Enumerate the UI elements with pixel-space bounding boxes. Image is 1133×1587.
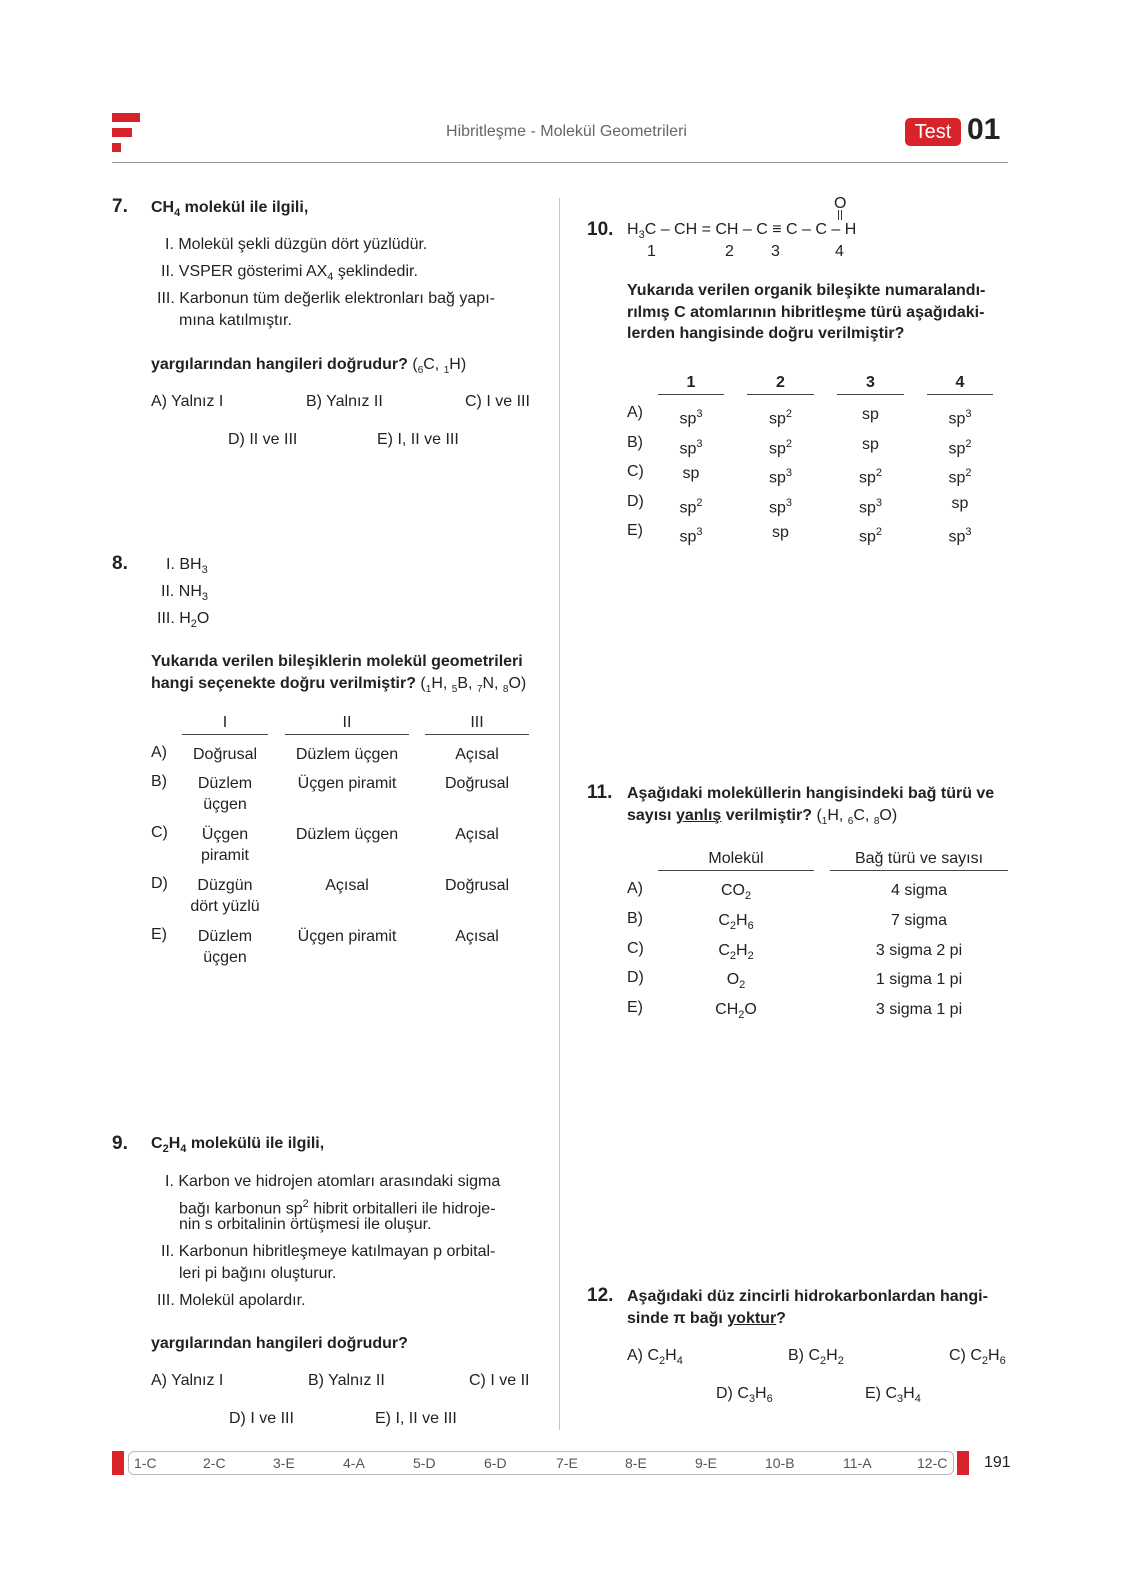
question-9-question: yargılarından hangileri doğrudur? [151,1335,408,1352]
question-7-item-2: II. VSPER gösterimi $AX_4$ şeklindedir. [161,263,418,284]
question-9-stem: $C_2H_4$ molekülü ile ilgili, [151,1135,325,1156]
q11-col-header-bond: Bağ türü ve sayısı [854,850,984,867]
q10-option-b[interactable]: B) [627,433,643,451]
q8-option-d[interactable]: D) [151,875,168,892]
question-7-question: yargılarından hangileri doğrudur? ($_6C$, $_1$H) [151,356,467,376]
q7-option-d[interactable]: D) II ve III [228,431,298,448]
q10-b-col3: sp [862,435,879,453]
chapter-title: Hibritleşme - Molekül Geometrileri [446,123,687,140]
q12-option-c[interactable]: C) $C_2H_6$ [949,1347,1006,1368]
q11-e-molecule: $CH_2O$ [715,1001,757,1022]
q11-col-underline-2 [830,870,1008,871]
question-11-question-line1: Aşağıdaki moleküllerin hangisindeki bağ türü ve [627,785,995,802]
q11-col-header-molecule: Molekül [708,850,764,867]
question-9-number: 9. [112,1133,128,1154]
q8-col-underline-3 [425,734,529,735]
question-10-carbonyl-o: O [834,195,847,212]
answer-key-item: 3-E [273,1455,295,1471]
q10-option-a[interactable]: A) [627,404,643,421]
q8-option-c[interactable]: C) [151,824,168,841]
q10-b-col1: $sp^3$ [679,437,703,457]
answer-key-box [128,1451,954,1475]
question-9-item-2: II. Karbonun hibritleşmeye katılmayan p orbital- [161,1243,496,1260]
q11-option-d[interactable]: D) [627,969,644,987]
question-7-item-3: III. Karbonun tüm değerlik elektronları bağ yapı- [157,290,495,307]
q8-col-header-1: I [222,714,228,731]
stem-subscript: 4 [174,207,181,220]
q11-b-molecule: $C_2H_6$ [718,911,754,932]
test-badge: Test [905,118,961,146]
question-10-question-line3: lerden hangisinde doğru verilmiştir? [627,325,905,342]
q11-option-c[interactable]: C) [627,939,644,957]
question-8-compound-2: II. $NH_3$ [161,583,209,604]
q10-col-underline-4 [927,394,993,395]
q11-a-molecule: $CO_2$ [720,882,752,903]
q10-a-col2: $sp^2$ [768,408,793,428]
q12-option-e[interactable]: E) $C_3H_4$ [865,1385,921,1406]
question-12-number: 12. [587,1285,614,1306]
q10-col-underline-2 [747,394,814,395]
question-7-item-1: I. Molekül şekli düzgün dört yüzlüdür. [165,236,428,253]
q7-option-a[interactable]: A) Yalnız I [151,393,224,410]
page-number: 191 [984,1454,1011,1471]
q10-col-underline-1 [658,394,724,395]
answer-key-item: 12-C [917,1455,948,1471]
question-10-atom-2: 2 [725,243,734,260]
q8-col-header-3: III [470,714,484,731]
q9-option-c[interactable]: C) I ve II [469,1372,530,1389]
q10-c-col2: $sp^3$ [768,467,793,487]
q8-option-a[interactable]: A) [151,744,167,761]
q7-option-c[interactable]: C) I ve III [465,393,530,410]
question-10-atom-1: 1 [647,243,656,260]
q11-c-molecule: $C_2H_2$ [718,941,754,962]
question-12-question-line1: Aşağıdaki düz zincirli hidrokarbonlardan hangi- [627,1288,988,1305]
q8-a-col1: Doğrusal [192,746,258,763]
q8-col-underline-1 [182,734,268,735]
q11-c-bond: 3 sigma 2 pi [875,941,963,959]
q11-d-bond: 1 sigma 1 pi [875,971,963,989]
q10-a-col3: sp [862,406,879,423]
q9-option-a[interactable]: A) Yalnız I [151,1372,224,1389]
q8-b-col1: Düzlem üçgen [197,775,253,813]
q10-col-header-2: 2 [776,374,785,391]
q9-option-e[interactable]: E) I, II ve III [375,1410,457,1427]
question-11-question-line2: sayısı yanlış verilmiştir? ($_1H$, $_6$C, $_8$O) [627,807,898,827]
stem-molecule: CH [151,199,175,216]
answer-key-item: 10-B [765,1455,795,1471]
answer-key-item: 6-D [484,1455,507,1471]
answer-key-item: 2-C [203,1455,226,1471]
answer-key-item: 11-A [843,1455,872,1471]
q12-option-b[interactable]: B) $C_2H_2$ [788,1347,844,1368]
question-8-number: 8. [112,553,128,574]
q10-col-header-3: 3 [866,374,875,391]
q10-c-col4: $sp^2$ [948,467,972,487]
question-7-stem [151,197,308,224]
q10-e-col2: sp [772,524,789,541]
q8-b-col3: Doğrusal [444,775,510,792]
question-8-compound-3: III. $H_2O$ [157,610,210,631]
q10-col-underline-3 [837,394,904,395]
stem-text: molekül ile ilgili, [180,199,309,216]
q10-d-col2: $sp^3$ [768,496,793,516]
q10-a-col4: $sp^3$ [948,408,972,428]
q10-d-col4: sp [951,494,969,512]
q11-a-bond: 4 sigma [890,882,948,899]
answer-key-item: 5-D [413,1455,436,1471]
q8-option-b[interactable]: B) [151,773,167,790]
q12-option-a[interactable]: A) $C_2H_4$ [627,1347,683,1368]
q8-b-col2: Üçgen piramit [297,775,397,792]
q12-option-d[interactable]: D) $C_3H_6$ [716,1385,773,1406]
q10-e-col4: $sp^3$ [948,526,972,546]
question-8-question-line2: hangi seçenekte doğru verilmiştir? ($_1H$, $_5$B, $_7$N, $_8$O) [151,675,527,695]
q11-option-a[interactable]: A) [627,880,643,897]
q10-e-col3: $sp^2$ [858,526,883,546]
q11-option-e[interactable]: E) [627,999,643,1017]
footer-left-bar [112,1451,124,1475]
q8-d-col1: Düzgün dört yüzlü [190,877,260,915]
q10-a-col1: $sp^3$ [679,408,703,428]
question-10-atom-3: 3 [771,243,780,260]
q11-d-molecule: $O_2$ [726,971,746,992]
q8-d-col2: Açısal [325,877,369,894]
q11-option-b[interactable]: B) [627,909,643,927]
q8-c-col2: Düzlem üçgen [295,826,399,843]
question-9-item-2-cont: leri pi bağını oluşturur. [179,1265,337,1282]
question-12-question-line2: sinde π bağı yoktur? [627,1310,786,1327]
answer-key-item: 9-E [695,1455,717,1471]
q11-col-underline-1 [658,870,814,871]
q7-option-b[interactable]: B) Yalnız II [306,393,383,410]
test-number: 01 [967,113,1001,146]
question-9-item-1-cont2: nin s orbitalinin örtüşmesi ile oluşur. [179,1216,432,1233]
q9-option-d[interactable]: D) I ve III [229,1410,294,1427]
q8-c-col1: Üçgen piramit [200,826,249,864]
question-9-item-3: III. Molekül apolardır. [157,1292,306,1309]
q9-option-b[interactable]: B) Yalnız II [308,1372,385,1389]
q10-option-e[interactable]: E) [627,522,643,539]
answer-key-item: 4-A [343,1455,365,1471]
q8-c-col3: Açısal [455,826,499,843]
q8-option-e[interactable]: E) [151,926,167,943]
q10-col-header-1: 1 [686,374,696,391]
q8-col-header-2: II [342,714,352,731]
q8-a-col2: Düzlem üçgen [295,746,399,763]
q10-d-col3: $sp^3$ [858,496,883,516]
column-divider [559,198,560,1430]
q10-d-col1: $sp^2$ [679,496,703,516]
question-7-item-3-cont: mına katılmıştır. [179,312,292,329]
answer-key-item: 8-E [625,1455,647,1471]
q8-e-col3: Açısal [455,928,499,945]
q10-c-col3: $sp^2$ [858,467,883,487]
q10-option-d[interactable]: D) [627,492,644,510]
question-10-formula: $H_3C$ – CH = CH – C ≡ C – C – H [627,221,857,242]
question-10-question-line1: Yukarıda verilen organik bileşikte numaralandı- [627,282,986,299]
question-7-number: 7. [112,196,128,217]
answer-key-item: 1-C [134,1455,157,1471]
question-10-number: 10. [587,219,614,240]
q10-e-col1: $sp^3$ [679,526,703,546]
q8-e-col1: Düzlem üçgen [197,928,253,966]
question-9-item-1: I. Karbon ve hidrojen atomları arasındaki sigma [165,1173,501,1190]
header-divider [112,162,1008,163]
footer-right-bar [957,1451,969,1475]
question-8-compound-1: I. $BH_3$ [166,556,208,577]
q10-c-col1: sp [682,465,700,482]
question-10-question-line2: rılmış C atomlarının hibritleşme türü aşağıdaki- [627,304,985,321]
question-11-number: 11. [587,782,613,803]
question-8-question-line1: Yukarıda verilen bileşiklerin molekül geometrileri [151,653,523,670]
answer-key-item: 7-E [556,1455,578,1471]
q10-b-col2: $sp^2$ [768,437,793,457]
q10-option-c[interactable]: C) [627,463,644,480]
q10-b-col4: $sp^2$ [948,437,972,457]
q8-a-col3: Açısal [455,746,499,763]
q8-d-col3: Doğrusal [444,877,510,894]
question-9-item-1-cont: bağı karbonun $sp^2$ hibrit orbitalleri ile hidroje- [179,1198,496,1218]
question-10-atom-4: 4 [835,243,844,260]
q8-e-col2: Üçgen piramit [297,928,397,945]
q11-e-bond: 3 sigma 1 pi [875,1001,963,1019]
q8-col-underline-2 [285,734,409,735]
q7-option-e[interactable]: E) I, II ve III [377,431,459,448]
q10-col-header-4: 4 [955,374,965,391]
q11-b-bond: 7 sigma [890,911,948,929]
